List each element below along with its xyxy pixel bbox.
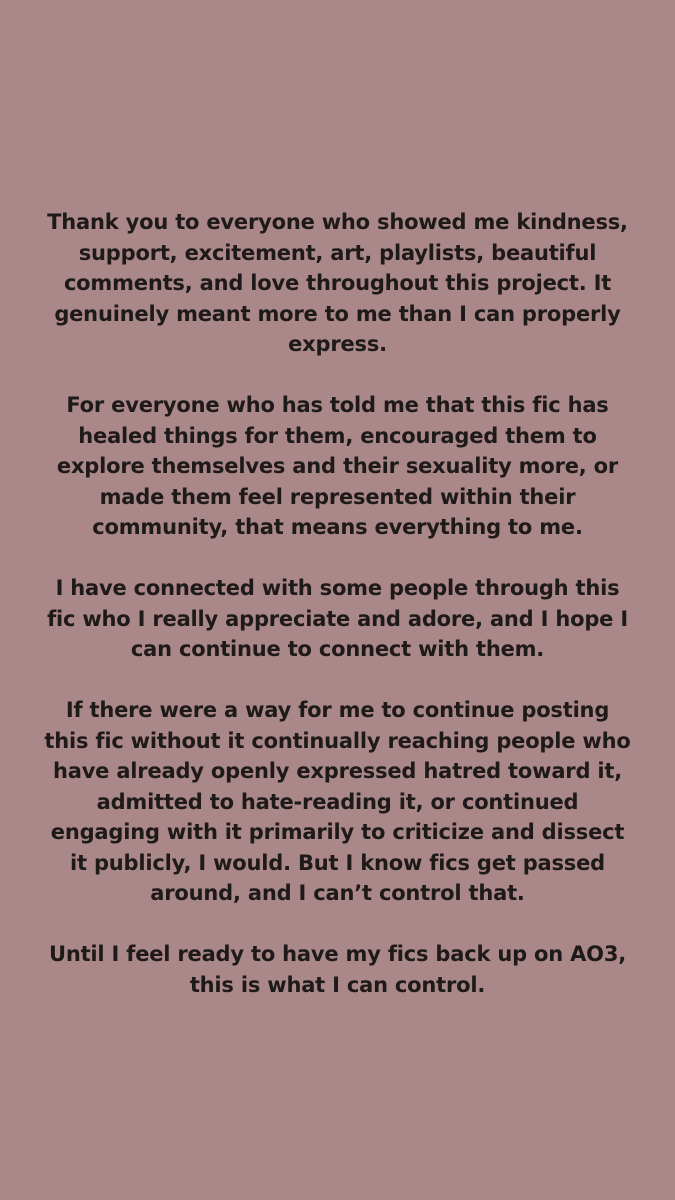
message-text-block — [44, 207, 631, 1000]
paragraph-ao3-control: Until I feel ready to have my fics back up on AO3, this is what I can control. — [48, 942, 627, 997]
paragraph-healing: For everyone who has told me that this fic has healed things for them, encouraged them to explore themselves and their sexuality more, or made them feel represented within their community, that means everything to me. — [56, 393, 619, 539]
paragraph-posting-explanation: If there were a way for me to continue posting this fic without it continually reaching people who have already openly expressed hatred toward it, admitted to hate-reading it, or continued engaging with it primarily to criticize and dissect it publicly, I would. But I know fics get passed around, and I can’t control that. — [44, 698, 631, 905]
paragraph-connection: I have connected with some people through this fic who I really appreciate and adore, and I hope I can continue to connect with them. — [47, 576, 628, 661]
paragraph-thanks: Thank you to everyone who showed me kindness, support, excitement, art, playlists, beautiful comments, and love throughout this project. It genuinely meant more to me than I can properly express. — [47, 210, 628, 356]
